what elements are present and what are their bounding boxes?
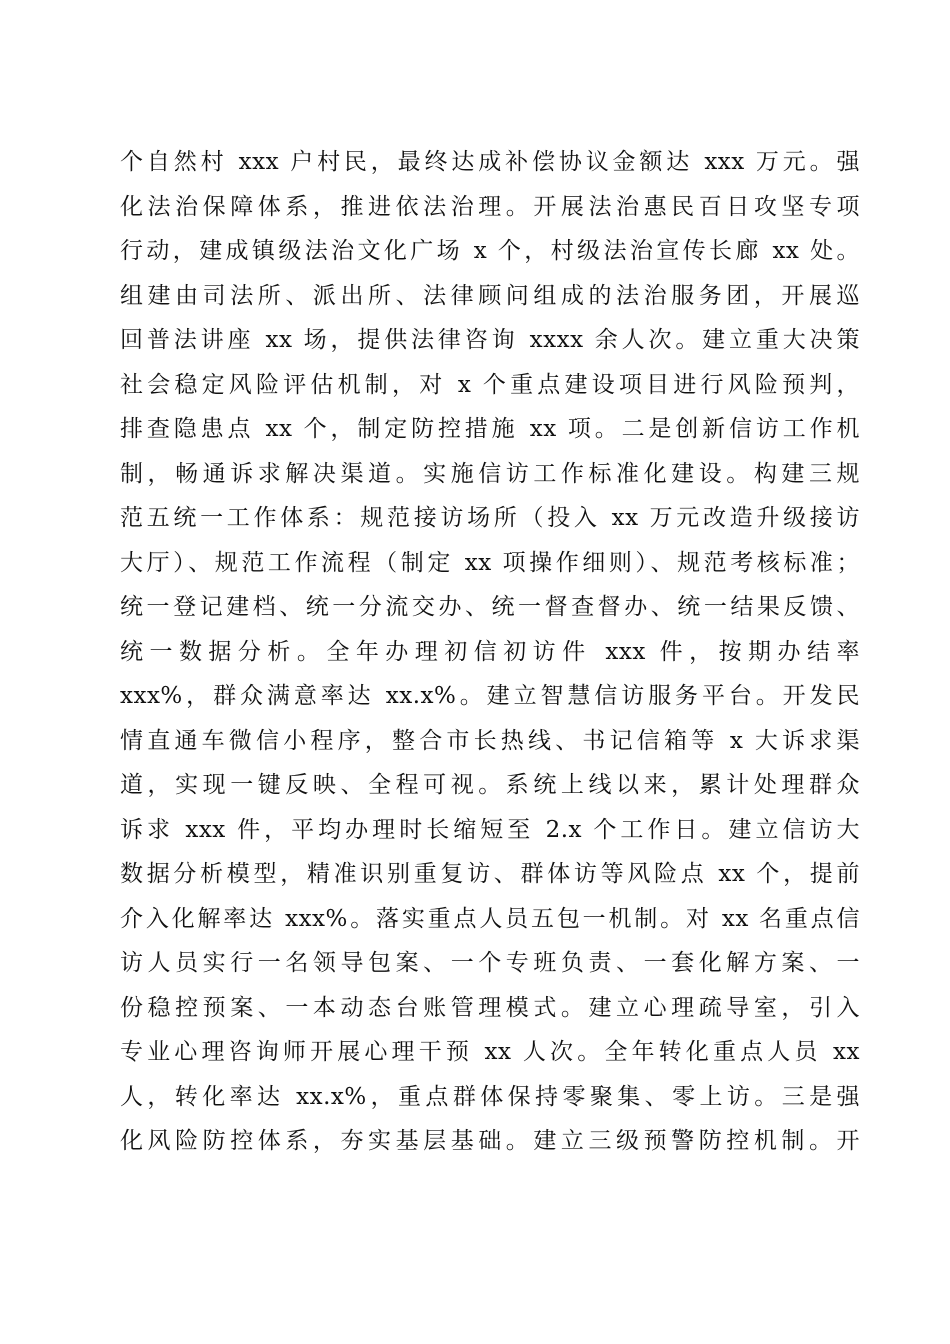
text-line: 统一数据分析。全年办理初信初访件 xxx 件，按期办结率: [120, 638, 860, 665]
text-line: 范五统一工作体系：规范接访场所（投入 xx 万元改造升级接访: [120, 505, 860, 531]
text-line: 回普法讲座 xx 场，提供法律咨询 xxxx 余人次。建立重大决策: [120, 327, 860, 353]
text-line: xxx%，群众满意率达 xx.x%。建立智慧信访服务平台。开发民: [120, 683, 860, 709]
text-line: 化风险防控体系，夯实基层基础。建立三级预警防控机制。开: [120, 1128, 860, 1154]
text-line: 大厅）、规范工作流程（制定 xx 项操作细则）、规范考核标准；: [120, 549, 860, 576]
text-line: 道，实现一键反映、全程可视。系统上线以来，累计处理群众: [120, 772, 860, 798]
text-line: 情直通车微信小程序，整合市长热线、书记信箱等 x 大诉求渠: [120, 727, 860, 754]
text-line: 访人员实行一名领导包案、一个专班负责、一套化解方案、一: [120, 950, 860, 976]
text-line: 行动，建成镇级法治文化广场 x 个，村级法治宣传长廊 xx 处。: [120, 238, 860, 264]
text-line: 专业心理咨询师开展心理干预 xx 人次。全年转化重点人员 xx: [120, 1039, 860, 1065]
text-line: 介入化解率达 xxx%。落实重点人员五包一机制。对 xx 名重点信: [120, 905, 860, 932]
text-line: 人，转化率达 xx.x%，重点群体保持零聚集、零上访。三是强: [120, 1083, 860, 1110]
text-line: 数据分析模型，精准识别重复访、群体访等风险点 xx 个，提前: [120, 861, 860, 887]
text-line: 统一登记建档、统一分流交办、统一督查督办、统一结果反馈、: [120, 594, 860, 620]
body-text: [120, 140, 860, 1164]
text-line: 化法治保障体系，推进依法治理。开展法治惠民百日攻坚专项: [120, 193, 860, 220]
text-line: 组建由司法所、派出所、法律顾问组成的法治服务团，开展巡: [120, 282, 860, 309]
text-line: 社会稳定风险评估机制，对 x 个重点建设项目进行风险预判，: [120, 371, 860, 398]
text-line: 个自然村 xxx 户村民，最终达成补偿协议金额达 xxx 万元。强: [120, 149, 860, 175]
text-line: 诉求 xxx 件，平均办理时长缩短至 2.x 个工作日。建立信访大: [120, 816, 860, 843]
text-line: 排查隐患点 xx 个，制定防控措施 xx 项。二是创新信访工作机: [120, 416, 860, 442]
text-line: 份稳控预案、一本动态台账管理模式。建立心理疏导室，引入: [120, 994, 860, 1021]
text-line: 制，畅通诉求解决渠道。实施信访工作标准化建设。构建三规: [120, 460, 860, 487]
